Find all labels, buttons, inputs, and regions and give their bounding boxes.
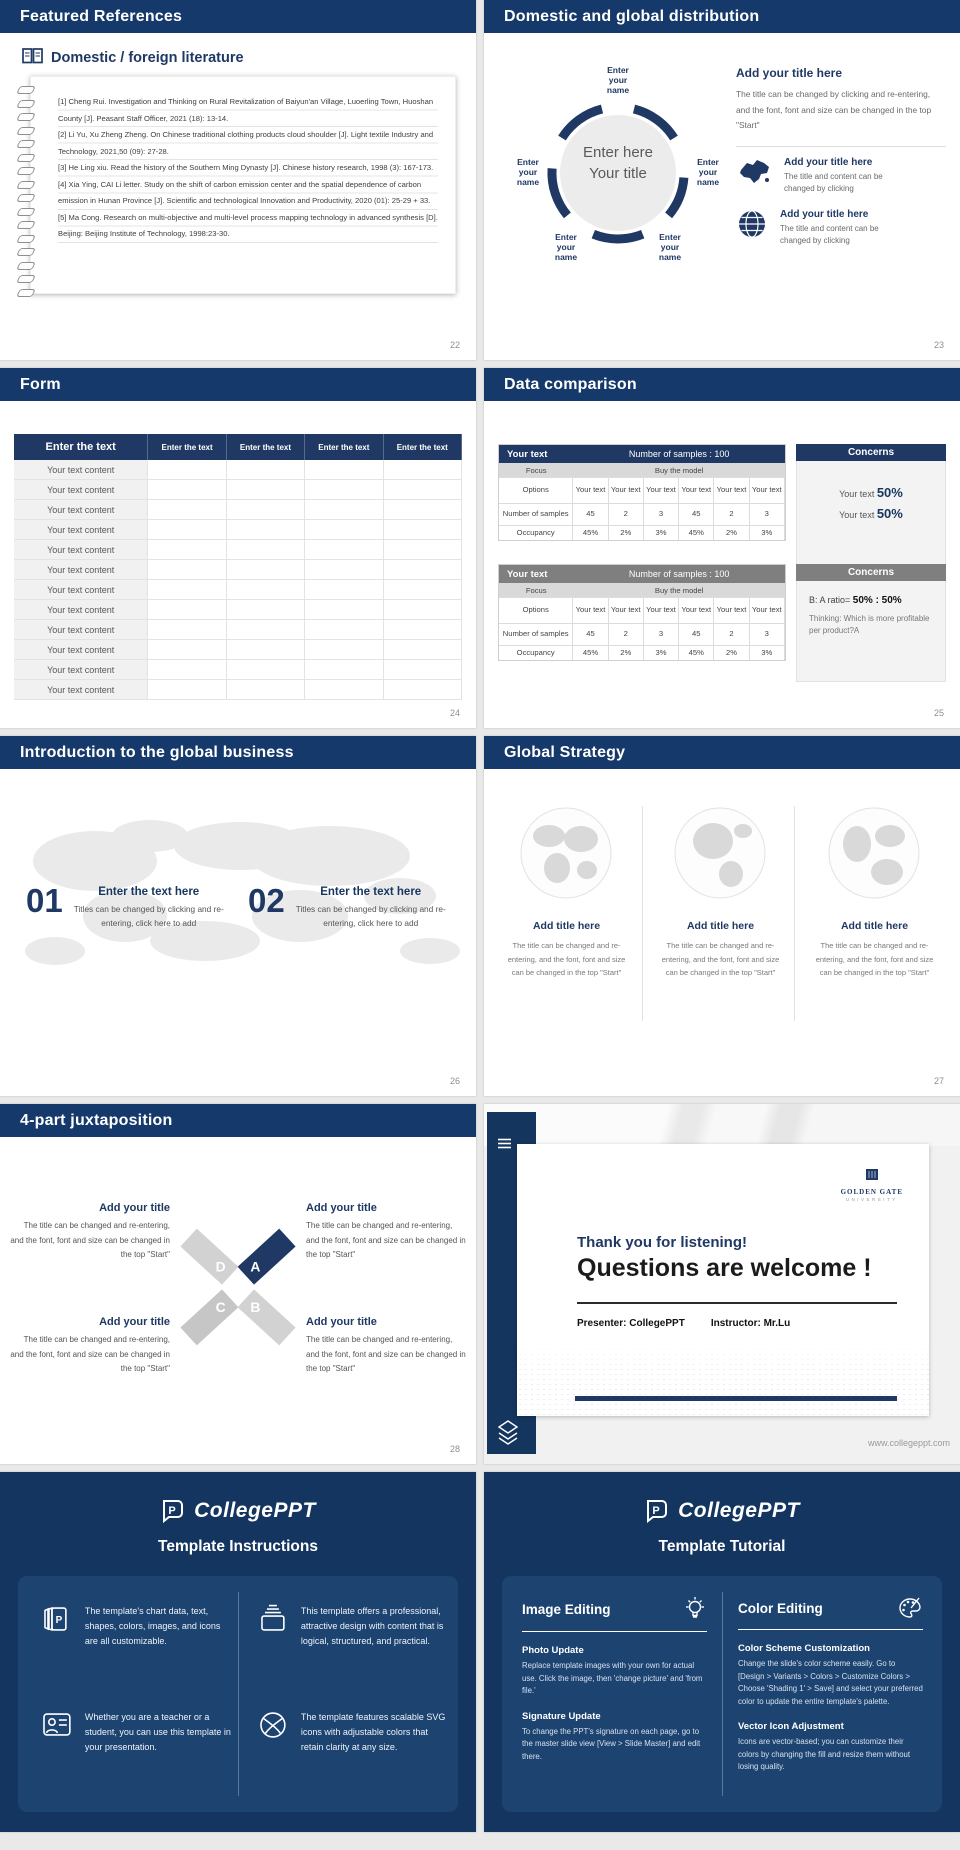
slides-icon	[42, 1604, 72, 1634]
tutorial-body: Change the slide's color scheme easily. Go to [Design > Variants > Colors > Customize Colors > Choose 'Shading 1' > Save] and select your preferred color to update the entire template's palette.	[738, 1659, 923, 1706]
hamburger-icon	[498, 1136, 511, 1154]
layers-icon	[497, 1420, 519, 1451]
underline-rule	[577, 1302, 897, 1304]
block-title: Add your title	[306, 1202, 377, 1214]
instruction-text: The template features scalable SVG icons with adjustable colors that retain clarity at any size.	[300, 1712, 446, 1752]
brand-wordmark: CollegePPT	[678, 1498, 800, 1522]
globe-icon	[519, 806, 614, 901]
block-title: Add your title	[99, 1316, 170, 1328]
accent-bar	[575, 1396, 897, 1401]
tutorial-subtitle: Signature Update	[522, 1710, 601, 1722]
svg-text:D: D	[215, 1258, 226, 1275]
reference-item: [4] Xia Ying, CAI Li letter. Study on the shift of carbon emission center and the spatial dependence of carbon emission in Hunan Province [J]. Scientific and technological Innovation and Productivity, 2020 (01): 25-29 + 33.	[58, 177, 438, 210]
reference-item: [3] He Ling xiu. Read the history of the Southern Ming Dynasty [J]. Chinese history research, 1998 (3): 167-173.	[58, 160, 438, 177]
palette-icon	[897, 1596, 923, 1620]
name-wheel-diagram	[484, 38, 754, 308]
slide-title-bar: Data comparison	[484, 368, 960, 401]
section-title: Image Editing	[522, 1601, 611, 1617]
globe-icon	[736, 209, 768, 244]
slide-title-bar: 4-part juxtaposition	[0, 1104, 476, 1137]
slide-featured-references[interactable]	[0, 0, 476, 360]
item-body: Titles can be changed by clicking and re-entering, click here to add	[73, 904, 224, 928]
collegeppt-logo-icon	[160, 1498, 185, 1523]
item-body: Titles can be changed by clicking and re-entering, click here to add	[295, 904, 446, 928]
form-table	[14, 434, 462, 700]
table-row: Your text content	[14, 680, 462, 700]
globe-icon	[827, 806, 922, 901]
column-body: The title can be changed and re-entering, and the font, font and size can be changed in the top "Start"	[815, 941, 934, 977]
section-heading: Domestic / foreign literature	[51, 50, 244, 66]
tutorial-body: Icons are vector-based; you can customize their colors by changing the fill and resize them without losing quality.	[738, 1737, 911, 1771]
slide-form[interactable]	[0, 368, 476, 728]
slide-4-part-juxtaposition[interactable]	[0, 1104, 476, 1464]
university-emblem-icon	[865, 1168, 879, 1181]
instruction-text: The template's chart data, text, shapes, colors, images, and icons are all customizable.	[84, 1606, 221, 1646]
page-number: 24	[449, 708, 460, 718]
table-row: Your text content	[14, 520, 462, 540]
thanks-line: Thank you for listening!	[577, 1234, 748, 1251]
website-link[interactable]: www.collegeppt.com	[867, 1438, 950, 1448]
reference-item: [5] Ma Cong. Research on multi-objective and multi-level process mapping technology in advanced synthesis [D]. Beijing: Beijing Institute of Technology, 1998:23-30.	[58, 210, 438, 243]
dark-slide-title: Template Instructions	[158, 1538, 318, 1555]
content-panel	[502, 1576, 942, 1812]
instruction-text: This template offers a professional, attractive design with content that is logical, structured, and practical.	[300, 1606, 444, 1646]
university-logo: GOLDEN GATE UNIVERSITY	[841, 1168, 903, 1202]
table-row: Your text content	[14, 580, 462, 600]
globe-icon	[673, 806, 768, 901]
concerns-header: Concerns	[796, 444, 946, 461]
section-title: Color Editing	[738, 1600, 823, 1616]
china-map-icon	[736, 157, 772, 192]
reference-item: [1] Cheng Rui. Investigation and Thinking on Rural Revitalization of Baiyun'an Village, Luoerling Town, Huoshan County [J]. Peasant Staff Officer, 2021 (18): 13-14.	[58, 94, 438, 127]
column-title: Add title here	[840, 920, 909, 932]
comparison-table-2: Your text Number of samples : 100 Focus Buy the model Options Your text Your text Your text Your text Your text Your text Number of samples 45 2 3 45 2 3 Occupancy 45% 2% 3% 45% 2% 3%	[498, 564, 786, 661]
table-row: Your text content	[14, 620, 462, 640]
divider	[736, 146, 946, 147]
instructor-label: Instructor: Mr.Lu	[710, 1318, 791, 1329]
page-number: 25	[933, 708, 944, 718]
instruction-text: Whether you are a teacher or a student, you can use this template in your presentation.	[84, 1712, 231, 1752]
table-row: Your text content	[14, 480, 462, 500]
item-number: 01	[26, 882, 63, 919]
slide-title-bar: Global Strategy	[484, 736, 960, 769]
slide-thank-you[interactable]	[484, 1104, 960, 1464]
svg-text:P: P	[168, 1505, 176, 1517]
svg-text:A: A	[250, 1258, 261, 1275]
tutorial-body: Replace template images with your own for actual use. Click the image, then 'change picture' and 'from file.'	[522, 1661, 703, 1695]
slide-template-tutorial[interactable]	[484, 1472, 960, 1832]
tutorial-subtitle: Vector Icon Adjustment	[738, 1721, 844, 1732]
svg-text:P: P	[652, 1505, 660, 1517]
teacher-card-icon	[42, 1710, 72, 1740]
spiral-binder-icon	[18, 86, 34, 297]
column-body: The title can be changed and re-entering, and the font, font and size can be changed in the top "Start"	[507, 941, 626, 977]
tutorial-body: To change the PPT's signature on each page, go to the master slide view [View > Slide Master] and edit there.	[522, 1726, 701, 1761]
table-row: Your text content	[14, 460, 462, 480]
wheel-label: Enter your name	[516, 157, 540, 187]
thank-you-card	[517, 1144, 929, 1416]
table-row: Your text content	[14, 540, 462, 560]
svg-text:B: B	[250, 1299, 261, 1316]
tutorial-subtitle: Photo Update	[522, 1645, 584, 1656]
wheel-label: Enter your name	[554, 232, 578, 262]
svg-ball-icon	[258, 1710, 288, 1740]
tutorial-subtitle: Color Scheme Customization	[738, 1643, 870, 1654]
concerns-box-1: Concerns Your text 50% Your text 50%	[796, 444, 946, 570]
column-divider	[642, 806, 643, 1021]
item-title: Add your title here	[780, 208, 869, 220]
block-body: The title can be changed and re-entering, and the font, font and size can be changed in the top "Start"	[306, 1221, 466, 1259]
item-number: 02	[248, 882, 285, 919]
table-row: Your text content	[14, 660, 462, 680]
concerns-box-2: Concerns B: A ratio= 50% : 50% Thinking: Which is more profitable per product?A	[796, 564, 946, 682]
block-body: The title can be changed and re-entering, and the font, font and size can be changed in the top "Start"	[306, 1335, 466, 1373]
panel-divider	[238, 1592, 239, 1796]
ribbon-x-diagram-icon	[173, 1222, 303, 1352]
page-number: 28	[449, 1444, 460, 1454]
wheel-center-text: Enter here Your title	[582, 144, 654, 182]
reference-list	[58, 94, 438, 243]
book-icon	[22, 48, 43, 68]
dark-slide-title: Template Tutorial	[658, 1538, 786, 1555]
slide-introduction-global-business[interactable]	[0, 736, 476, 1096]
page-number: 23	[933, 340, 944, 350]
decorative-streaks	[484, 1104, 960, 1146]
lightbulb-icon	[683, 1596, 707, 1622]
table-row: Your text content	[14, 500, 462, 520]
item-title: Add your title here	[784, 156, 873, 168]
slide-domestic-global-distribution[interactable]	[484, 0, 960, 360]
block-body: The title can be changed and re-entering, and the font, font and size can be changed in the top "Start"	[10, 1221, 170, 1259]
block-title: Add your title	[99, 1202, 170, 1214]
presenter-label: Presenter: CollegePPT	[577, 1318, 685, 1329]
slide-title-bar: Domestic and global distribution	[484, 0, 960, 33]
wireframe-terrain	[517, 1342, 929, 1416]
item-title: Enter the text here	[320, 886, 422, 898]
slide-title-bar: Featured References	[0, 0, 476, 33]
table-row: Your text content	[14, 560, 462, 580]
table-header-row: Enter the text Enter the text Enter the text Enter the text Enter the text	[14, 434, 462, 460]
reference-item: [2] Li Yu, Xu Zheng Zheng. On Chinese traditional clothing products cloud shoulder [J]. Light textile Industry and Technology, 2021,50 (09): 27-28.	[58, 127, 438, 160]
wheel-label: Enter your name	[696, 157, 720, 187]
wheel-label: Enter your name	[606, 65, 630, 95]
item-body: The title and content can be changed by clicking	[780, 223, 879, 245]
page-number: 26	[449, 1076, 460, 1086]
block-title: Add your title here	[736, 66, 843, 80]
brand-wordmark: CollegePPT	[194, 1498, 316, 1522]
panel-divider	[722, 1592, 723, 1796]
slide-title-bar: Form	[0, 368, 476, 401]
block-title: Add your title	[306, 1316, 377, 1328]
table-row: Your text content	[14, 600, 462, 620]
content-panel	[18, 1576, 458, 1812]
questions-line: Questions are welcome !	[577, 1254, 872, 1282]
slide-template-instructions[interactable]	[0, 1472, 476, 1832]
concerns-header: Concerns	[796, 564, 946, 581]
svg-text:C: C	[215, 1299, 226, 1316]
svg-text:P: P	[55, 1614, 63, 1626]
slide-data-comparison[interactable]	[484, 368, 960, 728]
column-title: Add title here	[686, 920, 755, 932]
block-body: The title can be changed by clicking and re-entering, and the font, font and size can be changed in the top "Start"	[736, 89, 932, 130]
page-number: 27	[933, 1076, 944, 1086]
page-number: 22	[449, 340, 460, 350]
comparison-table-1: Your text Number of samples : 100 Focus Buy the model Options Your text Your text Your text Your text Your text Your text Number of samples 45 2 3 45 2 3 Occupancy 45% 2% 3% 45% 2% 3%	[498, 444, 786, 541]
collegeppt-logo-icon	[644, 1498, 669, 1523]
column-divider	[794, 806, 795, 1021]
wheel-label: Enter your name	[658, 232, 682, 262]
item-title: Enter the text here	[98, 886, 200, 898]
column-body: The title can be changed and re-entering, and the font, font and size can be changed in the top "Start"	[661, 941, 780, 977]
table-row: Your text content	[14, 640, 462, 660]
item-body: The title and content can be changed by clicking	[784, 171, 883, 193]
slide-global-strategy[interactable]	[484, 736, 960, 1096]
block-body: The title can be changed and re-entering, and the font, font and size can be changed in the top "Start"	[10, 1335, 170, 1373]
slide-title-bar: Introduction to the global business	[0, 736, 476, 769]
box-icon	[258, 1604, 288, 1634]
column-title: Add title here	[532, 920, 601, 932]
